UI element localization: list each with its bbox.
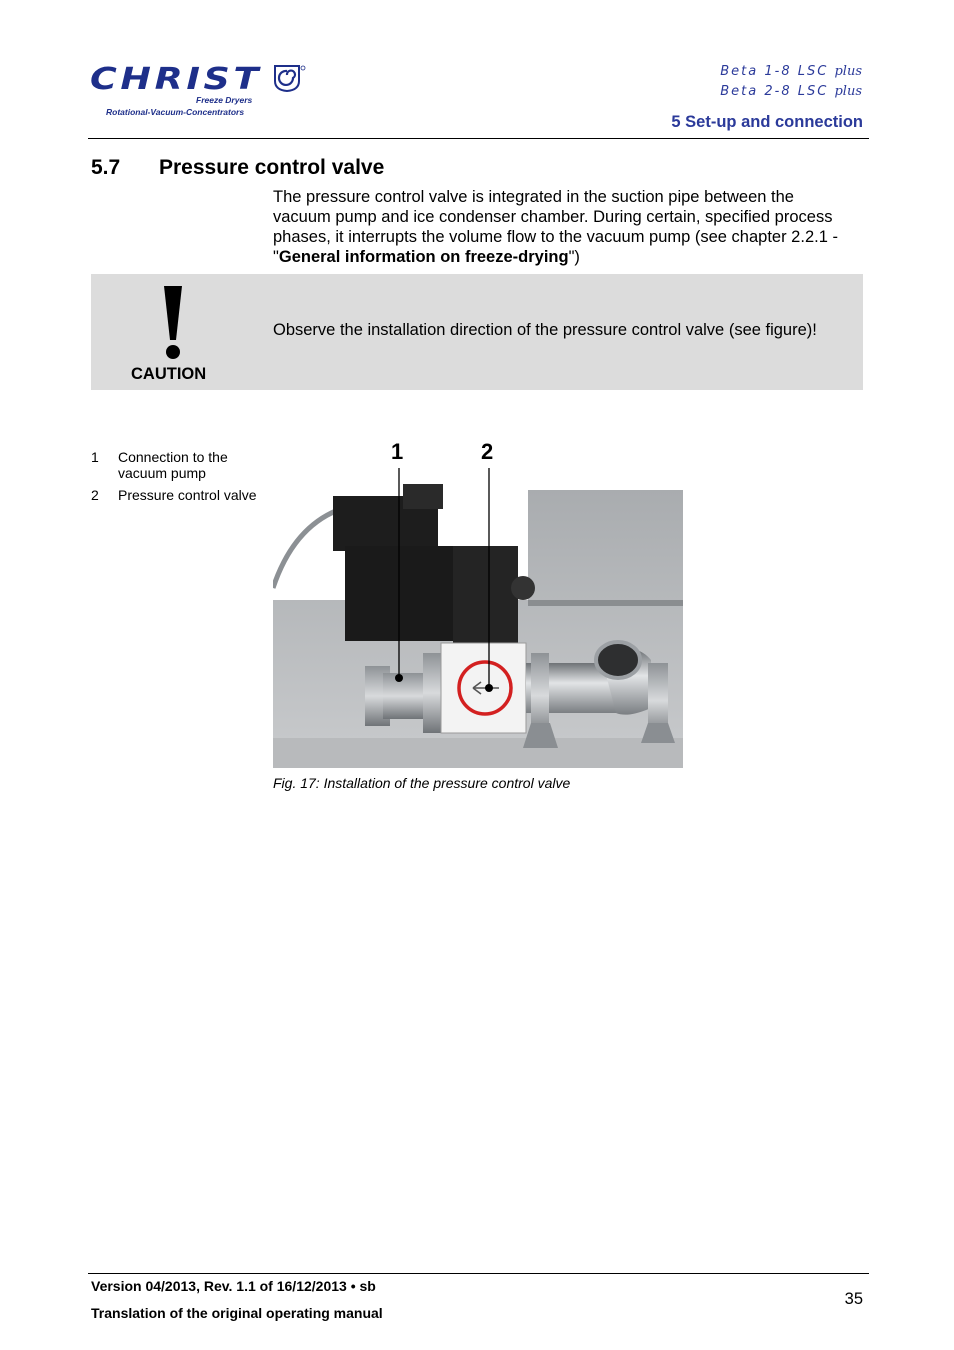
intro-paragraph: [273, 187, 853, 267]
caution-label: CAUTION: [131, 365, 207, 383]
logo-tagline-2: Rotational-Vacuum-Concentrators: [106, 107, 245, 117]
legend-label: Connection to the vacuum pump: [118, 449, 228, 481]
christ-logo: [88, 60, 310, 122]
pressure-valve-photo: [273, 438, 683, 768]
model-name-2: Beta 2-8 LSC: [720, 84, 829, 99]
intro-tail: "): [568, 248, 580, 266]
heading-number: 5.7: [91, 156, 121, 179]
legend-item: [91, 449, 271, 481]
model-suffix-2: plus: [834, 84, 862, 99]
page-number: 35: [844, 1290, 863, 1308]
logo-tagline-1: Freeze Dryers: [196, 95, 253, 105]
model-line-2: [720, 84, 862, 99]
model-line-1: [720, 64, 862, 79]
model-suffix-1: plus: [834, 64, 862, 79]
header-divider: [88, 138, 869, 139]
svg-text:CHRIST: CHRIST: [90, 64, 262, 94]
legend-number: 1: [91, 449, 99, 465]
intro-text: The pressure control valve is integrated in the suction pipe between the vacuum pump and ice condenser chamber. During certain, specified process phases, it interrupts the volume flow to the vacuum pump (see chapter 2.2.1 - ": [273, 188, 838, 266]
christ-emblem-icon: [272, 63, 306, 93]
section-header: 5 Set-up and connection: [671, 113, 863, 131]
heading-title: Pressure control valve: [159, 156, 385, 179]
christ-wordmark: [88, 64, 268, 94]
intro-chapter-reference: General information on freeze-drying: [278, 248, 569, 266]
legend-item: [91, 487, 271, 503]
caution-text: Observe the installation direction of the pressure control valve (see figure)!: [273, 321, 817, 339]
footer-note: Translation of the original operating manual: [91, 1305, 383, 1321]
caution-box: [91, 274, 863, 390]
legend-number: 2: [91, 487, 99, 503]
callout-label-1: 1: [391, 439, 404, 464]
footer-version: Version 04/2013, Rev. 1.1 of 16/12/2013 • sb: [91, 1278, 376, 1294]
figure-legend: [91, 449, 271, 509]
footer-divider: [88, 1273, 869, 1274]
callout-label-2: 2: [481, 439, 494, 464]
figure-caption: Fig. 17: Installation of the pressure control valve: [273, 775, 571, 791]
exclamation-icon: [161, 284, 185, 360]
model-name-1: Beta 1-8 LSC: [720, 64, 829, 79]
legend-label: Pressure control valve: [118, 487, 257, 503]
